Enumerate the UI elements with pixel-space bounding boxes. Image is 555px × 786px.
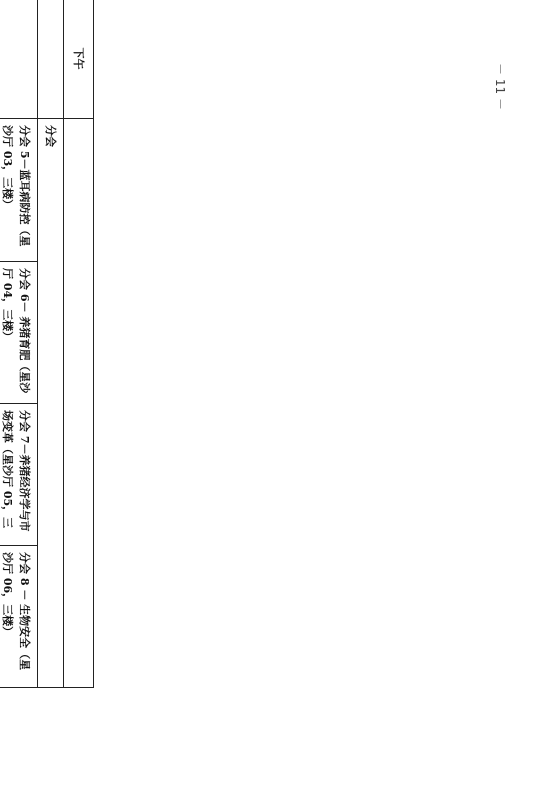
header-row [64,0,94,688]
session-6-cell [0,262,38,404]
session-label-text: 分会 [38,119,64,688]
header-title-cell [64,119,94,688]
session-label-row [38,0,64,688]
session-5-title: 分会 5－蓝耳病防控（星沙厅 03，三楼） [1,125,31,247]
session-8-cell [0,546,38,688]
session-6-title: 分会 6－ 养猪育肥（星沙厅 04，三楼） [1,268,31,394]
sessions-row [0,0,38,688]
schedule-table-rotated [0,0,94,687]
sessions-time [0,0,38,119]
session-8-title: 分会 8 － 生物安全（星沙厅 06，三楼） [1,552,31,671]
session-7-cell [0,404,38,546]
header-time-cell: 下午 [64,0,94,119]
schedule-table [0,0,94,688]
session-7-title: 分会 7－养猪经济学与市场变革（星沙厅 05，三 [1,410,31,532]
session-label-time [38,0,64,119]
page-number: － 11 － [492,63,507,110]
session-5-cell [0,119,38,262]
